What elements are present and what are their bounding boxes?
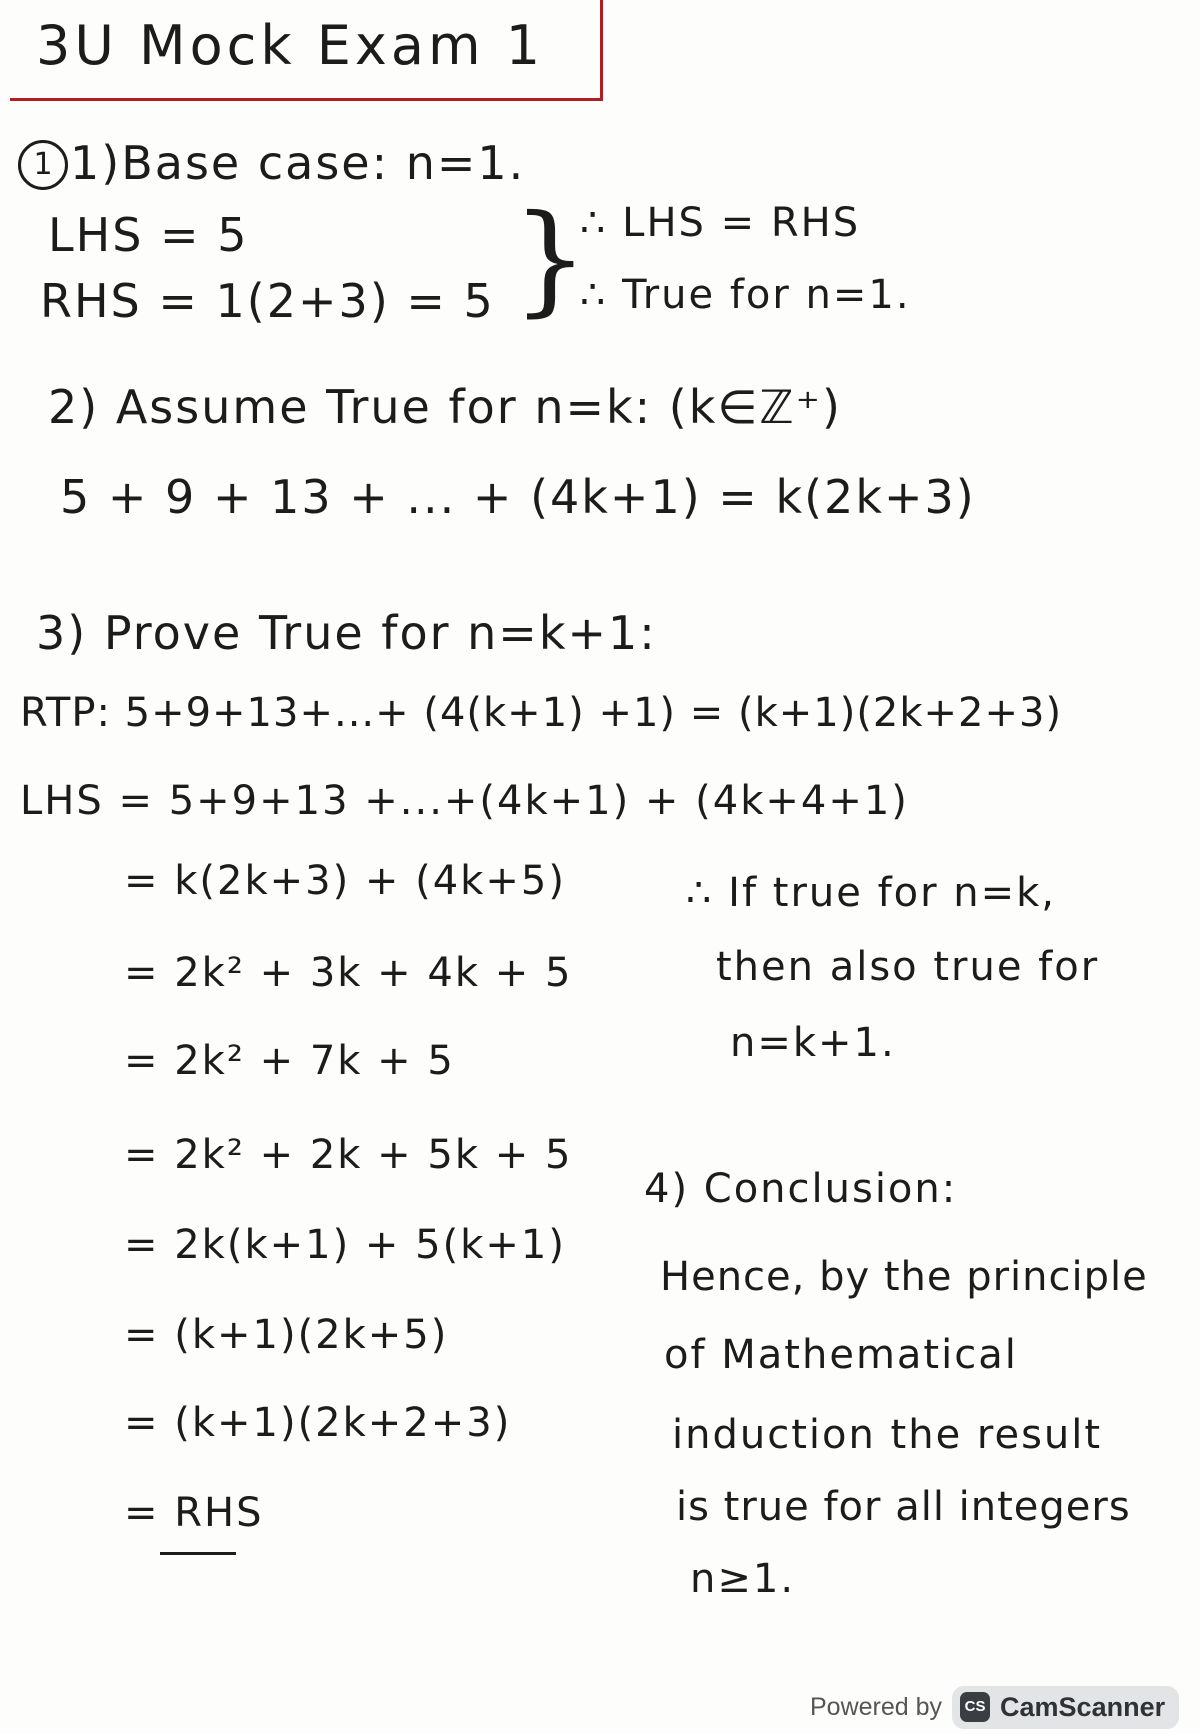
proof-step: = 2k(k+1) + 5(k+1) (124, 1222, 566, 1268)
side-note-line: then also true for (716, 944, 1100, 990)
right-brace: } (512, 190, 589, 329)
conclusion-line: induction the result (672, 1412, 1103, 1458)
assumption-statement: 5 + 9 + 13 + ... + (4k+1) = k(2k+3) (60, 470, 976, 524)
conclusion-line: Hence, by the principle (660, 1254, 1148, 1300)
base-case-rhs: RHS = 1(2+3) = 5 (40, 274, 495, 328)
camscanner-brand: CamScanner (1000, 1691, 1166, 1722)
proof-step: = (k+1)(2k+2+3) (124, 1400, 512, 1446)
proof-step: = RHS (124, 1490, 264, 1536)
proof-step: = 2k² + 2k + 5k + 5 (124, 1132, 573, 1178)
question-number-circle: 1 (18, 140, 68, 190)
base-case-equal: ∴ LHS = RHS (580, 200, 861, 246)
proof-step: = 2k² + 3k + 4k + 5 (124, 950, 573, 996)
assumption-header: 2) Assume True for n=k: (k∈ℤ⁺) (48, 380, 842, 434)
side-note-line: n=k+1. (730, 1020, 896, 1066)
proof-step: = (k+1)(2k+5) (124, 1312, 449, 1358)
camscanner-watermark (810, 1680, 1179, 1734)
base-case-true: ∴ True for n=1. (580, 272, 911, 318)
rhs-underline (160, 1552, 236, 1555)
side-note-line: ∴ If true for n=k, (686, 870, 1057, 916)
page-title: 3U Mock Exam 1 (36, 14, 545, 77)
proof-step: = k(2k+3) + (4k+5) (124, 858, 566, 904)
base-case-lhs: LHS = 5 (48, 208, 249, 262)
powered-by-label: Powered by (810, 1692, 943, 1721)
proof-header: 3) Prove True for n=k+1: (36, 606, 657, 660)
proof-rtp: RTP: 5+9+13+...+ (4(k+1) +1) = (k+1)(2k+2+3) (20, 690, 1063, 736)
conclusion-line: is true for all integers (676, 1484, 1131, 1530)
proof-lhs-start: LHS = 5+9+13 +...+(4k+1) + (4k+4+1) (20, 778, 909, 824)
conclusion-line: of Mathematical (664, 1332, 1018, 1378)
conclusion-header: 4) Conclusion: (644, 1166, 958, 1212)
conclusion-line: n≥1. (690, 1556, 796, 1602)
camscanner-logo-icon: CS (960, 1692, 990, 1722)
base-case-header: 1)Base case: n=1. (70, 136, 526, 190)
camscanner-badge (952, 1686, 1179, 1729)
proof-step: = 2k² + 7k + 5 (124, 1038, 455, 1084)
